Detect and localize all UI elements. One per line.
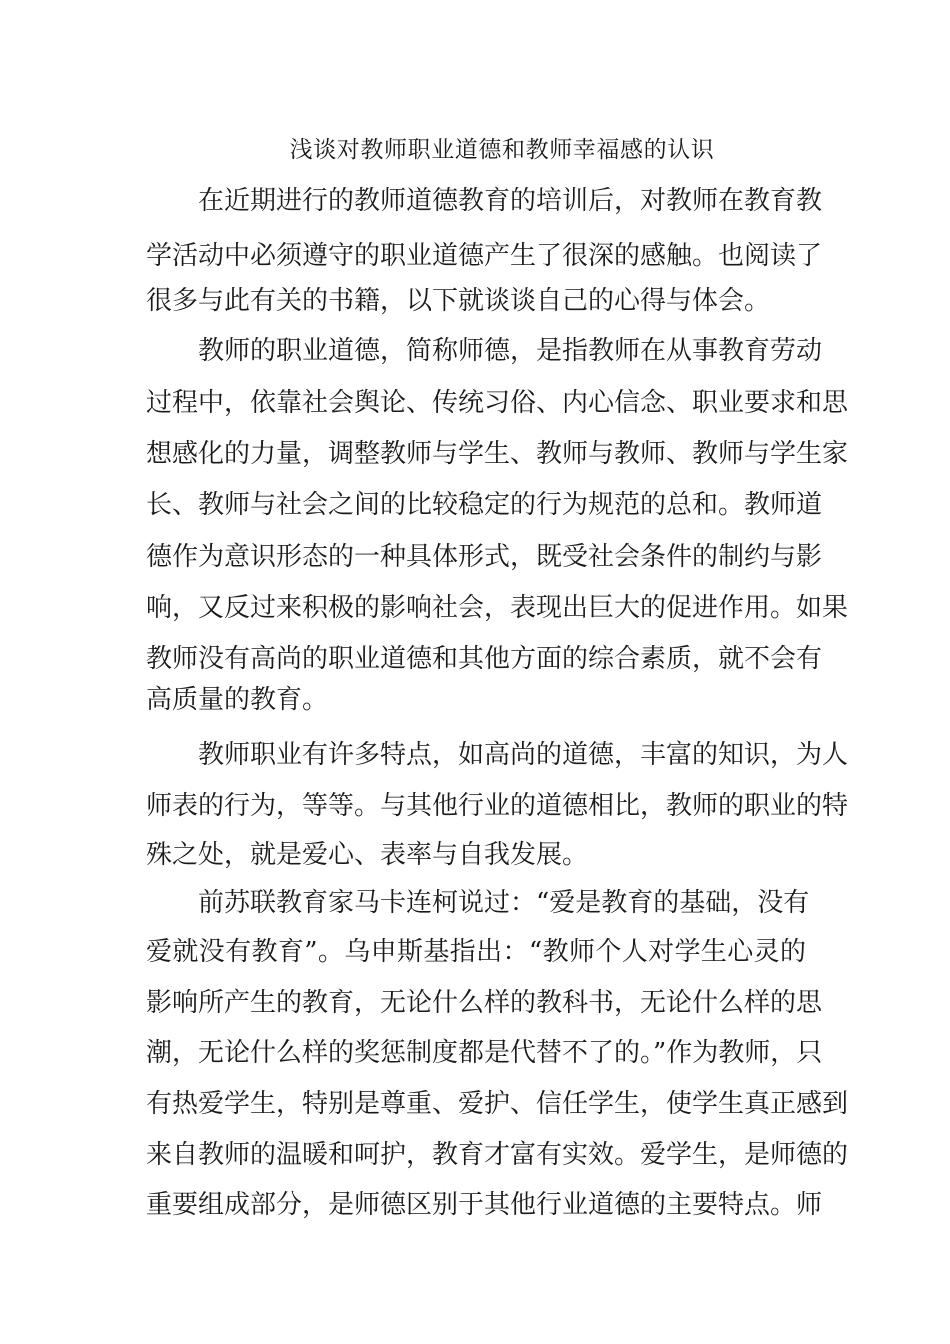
paragraph-line: 有热爱学生，特别是尊重、爱护、信任学生，使学生真正感到 bbox=[146, 1089, 849, 1119]
paragraph-line: 德作为意识形态的一种具体形式，既受社会条件的制约与影 bbox=[146, 542, 823, 572]
paragraph-line: 教师的职业道德，简称师德，是指教师在从事教育劳动 bbox=[198, 336, 823, 366]
paragraph-line: 过程中，依靠社会舆论、传统习俗、内心信念、职业要求和思 bbox=[146, 388, 849, 418]
paragraph-line: 重要组成部分，是师德区别于其他行业道德的主要特点。师 bbox=[146, 1190, 823, 1220]
paragraph-line: 教师没有高尚的职业道德和其他方面的综合素质，就不会有 bbox=[146, 644, 823, 674]
paragraph-line: 在近期进行的教师道德教育的培训后，对教师在教育教 bbox=[198, 186, 823, 216]
paragraph-line: 影响所产生的教育，无论什么样的教科书，无论什么样的思 bbox=[146, 988, 823, 1018]
document-title: 浅谈对教师职业道德和教师幸福感的认识 bbox=[289, 137, 715, 163]
paragraph-line: 学活动中必须遵守的职业道德产生了很深的感触。也阅读了 bbox=[146, 241, 823, 271]
paragraph-line: 教师职业有许多特点，如高尚的道德，丰富的知识，为人 bbox=[198, 740, 849, 770]
paragraph-line: 殊之处，就是爱心、表率与自我发展。 bbox=[146, 840, 589, 870]
paragraph-line: 长、教师与社会之间的比较稳定的行为规范的总和。教师道 bbox=[146, 490, 823, 520]
paragraph-line: 爱就没有教育”。乌申斯基指出：“教师个人对学生心灵的 bbox=[146, 937, 806, 967]
paragraph-line: 很多与此有关的书籍，以下就谈谈自己的心得与体会。 bbox=[146, 286, 771, 316]
paragraph-line: 高质量的教育。 bbox=[146, 685, 329, 715]
paragraph-line: 前苏联教育家马卡连柯说过：“爱是教育的基础，没有 bbox=[198, 888, 810, 918]
paragraph-line: 来自教师的温暖和呵护，教育才富有实效。爱学生，是师德的 bbox=[146, 1140, 849, 1170]
paragraph-line: 师表的行为，等等。与其他行业的道德相比，教师的职业的特 bbox=[146, 791, 849, 821]
paragraph-line: 潮，无论什么样的奖惩制度都是代替不了的。”作为教师，只 bbox=[146, 1038, 823, 1068]
paragraph-line: 想感化的力量，调整教师与学生、教师与教师、教师与学生家 bbox=[146, 439, 849, 469]
paragraph-line: 响，又反过来积极的影响社会，表现出巨大的促进作用。如果 bbox=[146, 593, 849, 623]
